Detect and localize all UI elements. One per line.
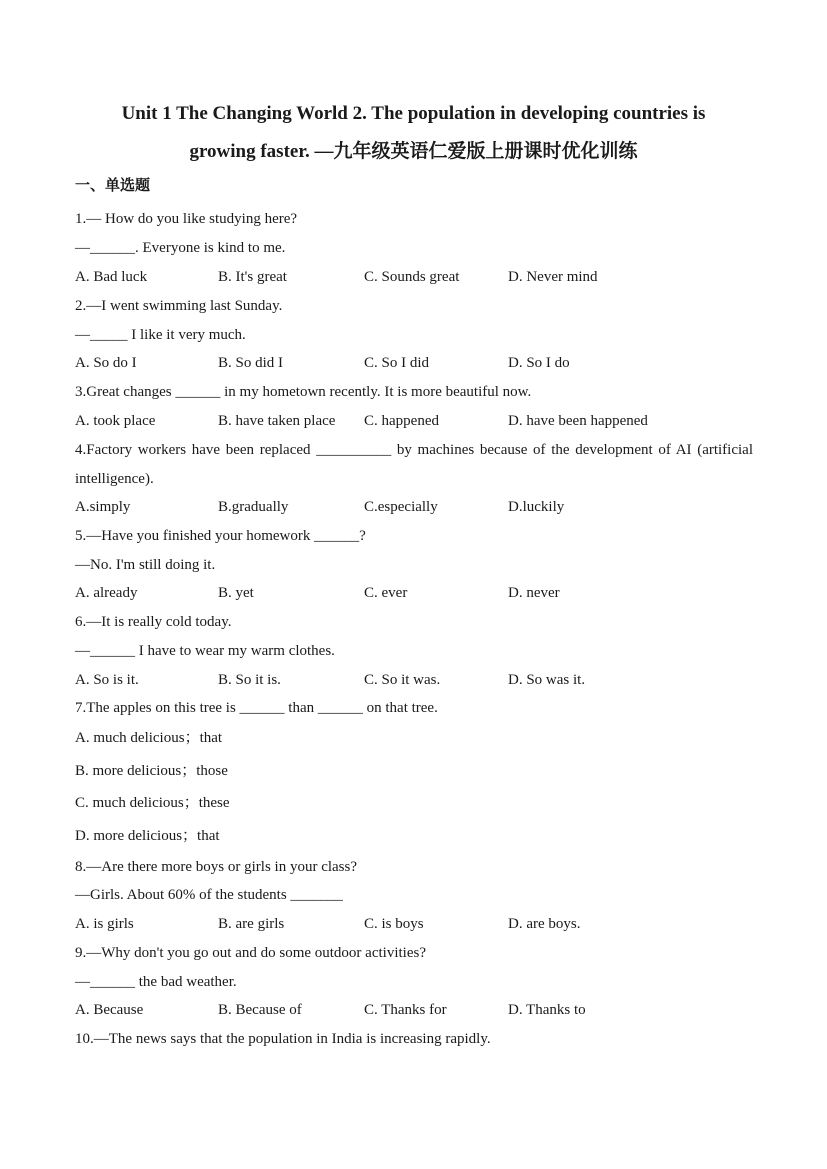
question-3-prompt: 3.Great changes ______ in my hometown recently. It is more beautiful now. <box>75 384 532 400</box>
question-7-option-b: B. more delicious；those <box>75 763 228 779</box>
question-9-prompt: 9.—Why don't you go out and do some outdoor activities? <box>75 945 426 961</box>
question-5-option-a: A. already <box>75 585 138 601</box>
question-3-option-d: D. have been happened <box>508 413 648 429</box>
question-8-option-b: B. are girls <box>218 916 285 932</box>
question-4-option-c: C.especially <box>364 499 438 515</box>
question-5-prompt: 5.—Have you finished your homework ______? <box>75 528 366 544</box>
question-3-option-a: A. took place <box>75 413 156 429</box>
question-7-option-c: C. much delicious；these <box>75 795 230 811</box>
question-8-option-c: C. is boys <box>364 916 424 932</box>
document-title-line-1: Unit 1 The Changing World 2. The population in developing countries is <box>121 103 706 124</box>
question-6-option-c: C. So it was. <box>364 672 441 688</box>
question-2-option-b: B. So did I <box>218 355 284 371</box>
question-2-option-c: C. So I did <box>364 355 430 371</box>
question-1-option-a: A. Bad luck <box>75 269 148 285</box>
question-1-prompt: 1.— How do you like studying here? <box>75 211 298 227</box>
question-8-prompt: 8.—Are there more boys or girls in your class? <box>75 859 358 875</box>
question-3-option-b: B. have taken place <box>218 413 336 429</box>
question-9-reply: —______ the bad weather. <box>75 974 237 990</box>
question-1-option-c: C. Sounds great <box>364 269 460 285</box>
question-3-option-c: C. happened <box>364 413 439 429</box>
question-10-prompt: 10.—The news says that the population in India is increasing rapidly. <box>75 1031 491 1047</box>
question-8-option-d: D. are boys. <box>508 916 581 932</box>
question-8-option-a: A. is girls <box>75 916 134 932</box>
document-title-line-2: growing faster. —九年级英语仁爱版上册课时优化训练 <box>189 141 638 162</box>
question-6-option-b: B. So it is. <box>218 672 281 688</box>
question-9-option-c: C. Thanks for <box>364 1002 447 1018</box>
question-8-reply: —Girls. About 60% of the students _______ <box>75 887 343 903</box>
question-6-option-a: A. So is it. <box>75 672 139 688</box>
question-9-option-b: B. Because of <box>218 1002 302 1018</box>
question-1-reply: —______. Everyone is kind to me. <box>75 240 286 256</box>
question-1-option-b: B. It's great <box>218 269 287 285</box>
question-2-option-a: A. So do I <box>75 355 137 371</box>
section-heading: 一、单选题 <box>75 178 151 194</box>
question-5-option-c: C. ever <box>364 585 408 601</box>
question-9-option-d: D. Thanks to <box>508 1002 586 1018</box>
question-7-option-d: D. more delicious；that <box>75 828 220 844</box>
question-6-prompt: 6.—It is really cold today. <box>75 614 232 630</box>
question-5-reply: —No. I'm still doing it. <box>75 557 216 573</box>
question-4-prompt: 4.Factory workers have been replaced __________ by machines because of the development of AI (artificial intelligence). <box>75 442 753 487</box>
question-7-prompt: 7.The apples on this tree is ______ than ______ on that tree. <box>75 700 438 716</box>
question-6-reply: —______ I have to wear my warm clothes. <box>75 643 335 659</box>
question-1-option-d: D. Never mind <box>508 269 598 285</box>
question-2-option-d: D. So I do <box>508 355 570 371</box>
question-7-option-a: A. much delicious；that <box>75 730 223 746</box>
question-4-option-b: B.gradually <box>218 499 289 515</box>
question-5-option-b: B. yet <box>218 585 254 601</box>
question-2-reply: —_____ I like it very much. <box>75 327 246 343</box>
question-5-option-d: D. never <box>508 585 560 601</box>
question-6-option-d: D. So was it. <box>508 672 586 688</box>
question-4-option-a: A.simply <box>75 499 131 515</box>
question-2-prompt: 2.—I went swimming last Sunday. <box>75 298 283 314</box>
question-9-option-a: A. Because <box>75 1002 144 1018</box>
question-4-option-d: D.luckily <box>508 499 565 515</box>
